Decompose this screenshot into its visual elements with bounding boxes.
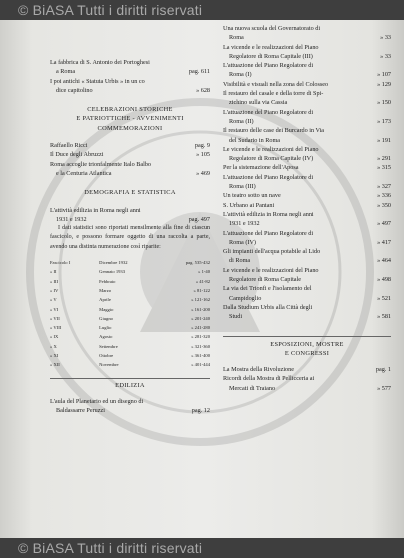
- table-cell: Dicembre 1932: [99, 260, 128, 266]
- toc-entry-cont: Roma » 33: [229, 34, 391, 42]
- toc-entry: La vicende e le realizzazioni del Piano: [223, 43, 319, 51]
- section-heading: E PATRIOTTICHE - AVVENIMENTI: [76, 115, 184, 123]
- section-heading: E CONGRESSI: [284, 349, 330, 357]
- watermark-top: © BiASA Tutti i diritti riservati: [0, 0, 404, 20]
- table-cell: » V: [50, 297, 57, 303]
- toc-entry: Gli impianti dell'acqua potabile al Lido: [223, 248, 321, 256]
- table-cell: » VI: [50, 306, 59, 312]
- section-rule: [50, 378, 210, 379]
- table-cell: » 281-320: [191, 334, 210, 340]
- table-cell: » II: [50, 269, 57, 275]
- toc-entry-cont: Regolatore di Roma Capitale (III) » 33: [229, 52, 391, 60]
- table-cell: » 361-400: [191, 353, 210, 359]
- toc-entry-cont: 1931 e 1932 pag. 497: [56, 215, 210, 223]
- toc-entry-cont: dice capitolino » 628: [56, 86, 210, 94]
- table-cell: » 161-200: [191, 306, 210, 312]
- toc-entry: L'attuazione del Piano Regolatore di: [223, 62, 314, 70]
- toc-entry-cont: Roma (II) » 173: [229, 117, 391, 125]
- table-cell: Agosto: [99, 334, 113, 340]
- table-cell: » XI: [50, 353, 59, 359]
- table-cell: » 41-82: [195, 278, 210, 284]
- table-row: [50, 351, 210, 360]
- table-cell: » IX: [50, 334, 59, 340]
- toc-entry: L'attività edilizia in Roma negli anni: [50, 206, 141, 214]
- toc-entry-cont: Campidoglio » 521: [229, 294, 391, 302]
- table-cell: » 201-240: [191, 315, 210, 321]
- toc-entry: Il Duce degli Abruzzi » 105: [50, 151, 210, 159]
- toc-entry-cont: Baldassarre Peruzzi pag. 12: [56, 407, 210, 415]
- section-heading: EDILIZIA: [115, 381, 145, 389]
- section-heading: CELEBRAZIONI STORICHE: [87, 106, 173, 114]
- toc-entry-cont: Roma (IV) » 417: [229, 238, 391, 246]
- watermark-bottom: © BiASA Tutti i diritti riservati: [0, 538, 404, 558]
- section-heading: DEMOGRAFIA E STATISTICA: [84, 189, 176, 197]
- table-row: [50, 323, 210, 332]
- table-cell: Fascicolo I: [50, 260, 71, 266]
- table-row: [50, 258, 210, 267]
- toc-entry-cont: e la Centuria Atlantica » 469: [56, 169, 210, 177]
- toc-entry: I poi antichi « Statuta Urbis » in un co: [50, 77, 145, 85]
- table-cell: » XII: [50, 362, 60, 368]
- table-cell: Maggio: [99, 306, 114, 312]
- table-cell: Settembre: [99, 343, 118, 349]
- table-row: [50, 342, 210, 351]
- toc-entry-cont: del Sudario in Roma » 191: [229, 136, 391, 144]
- table-row: [50, 267, 210, 276]
- toc-entry: L'aula del Planetario ed un disegno di: [50, 397, 144, 405]
- toc-entry: La Mostra della Rivoluzione pag. 1: [223, 366, 391, 374]
- toc-entry-cont: Regolatore di Roma Capitale (IV) » 291: [229, 155, 391, 163]
- toc-entry: Un teatro sotto un nave » 336: [223, 192, 391, 200]
- section-heading: ESPOSIZIONI, MOSTRE: [270, 340, 344, 348]
- table-cell: Marzo: [99, 287, 112, 293]
- table-cell: » 1-40: [198, 269, 210, 275]
- table-cell: » X: [50, 343, 57, 349]
- toc-entry: L'attività edilizia in Roma negli anni: [223, 210, 314, 218]
- table-cell: » IV: [50, 287, 59, 293]
- left-column: [50, 58, 210, 416]
- table-cell: » 81-122: [193, 287, 210, 293]
- right-column: [223, 24, 391, 393]
- table-cell: Giugno: [99, 315, 113, 321]
- table-cell: » VIII: [50, 325, 62, 331]
- toc-entry: Visibilità e visuali nella zona del Colosseo » 129: [223, 80, 391, 88]
- toc-entry: Per la sistemazione dell'Aposa » 315: [223, 164, 391, 172]
- table-cell: » 401-444: [191, 362, 210, 368]
- table-row: [50, 286, 210, 295]
- table-cell: » 121-162: [191, 297, 210, 303]
- toc-entry: Il restauro del casale e della torre di Spi-: [223, 90, 324, 98]
- table-cell: Febbraio: [99, 278, 116, 284]
- table-row: [50, 314, 210, 323]
- toc-entry-cont: Roma (I) » 107: [229, 71, 391, 79]
- toc-entry: Le vicende e le realizzazioni del Piano: [223, 266, 319, 274]
- table-cell: » 321-360: [191, 343, 210, 349]
- table-cell: Gennaio 1933: [99, 269, 126, 275]
- section-heading: COMMEMORAZIONI: [97, 124, 163, 132]
- table-row: [50, 360, 210, 369]
- toc-entry-cont: Regolatore di Roma Capitale » 498: [229, 276, 391, 284]
- toc-entry-cont: 1931 e 1932 » 497: [229, 220, 391, 228]
- toc-entry: Una nuova scuola del Governatorato di: [223, 25, 321, 32]
- statistics-note: I dati statistici sono riportati mensilmente alla fine di ciascun fascicolo, e possono formare oggetto di una raccolta a parte, avendo una distinta numerazione così riparite:: [50, 225, 210, 250]
- table-cell: pag. 535-432: [185, 260, 210, 266]
- toc-entry-cont: di Roma » 464: [229, 257, 391, 265]
- table-row: [50, 277, 210, 286]
- toc-entry-cont: a Roma pag. 611: [56, 68, 210, 76]
- toc-entry-cont: Studi » 581: [229, 313, 391, 321]
- toc-entry: Ricordi della Mostra di Pellicceria ai: [223, 375, 315, 383]
- toc-entry: L'attuazione del Piano Regolatore di: [223, 173, 314, 181]
- toc-entry: S. Urbano ai Pantani » 350: [223, 201, 391, 209]
- toc-entry: L'attuazione del Piano Regolatore di: [223, 229, 314, 237]
- toc-entry: La via dei Trionfi e l'isolamento del: [223, 285, 312, 293]
- table-cell: » III: [50, 278, 59, 284]
- toc-entry: Il restauro delle case dei Burcardo in Via: [223, 127, 325, 135]
- toc-entry-cont: Mercati di Traiano » 577: [229, 384, 391, 392]
- toc-entry: Raffaello Ricci pag. 9: [50, 142, 210, 150]
- toc-entry-cont: Roma (III) » 327: [229, 183, 391, 191]
- table-row: [50, 305, 210, 314]
- table-cell: Ottobre: [99, 353, 114, 359]
- table-row: [50, 295, 210, 304]
- table-cell: Novembre: [99, 362, 119, 368]
- toc-entry: Dalla Studium Urbis alla Città degli: [223, 303, 313, 311]
- table-row: [50, 332, 210, 341]
- toc-entry: La fabbrica di S. Antonio dei Portoghesi: [50, 59, 150, 66]
- toc-entry: Le vicende e le realizzazioni del Piano: [223, 145, 319, 153]
- section-rule: [223, 336, 391, 337]
- table-cell: » VII: [50, 315, 60, 321]
- toc-entry-cont: zichino sulla via Cassia » 150: [229, 99, 391, 107]
- table-cell: Aprile: [99, 297, 111, 303]
- toc-entry: L'attuazione del Piano Regolatore di: [223, 108, 314, 116]
- fascicoli-table: [50, 258, 210, 370]
- table-cell: » 241-280: [191, 325, 210, 331]
- toc-entry: Roma accoglie trionfalmente Italo Balbo: [50, 160, 152, 168]
- table-cell: Luglio: [99, 325, 112, 331]
